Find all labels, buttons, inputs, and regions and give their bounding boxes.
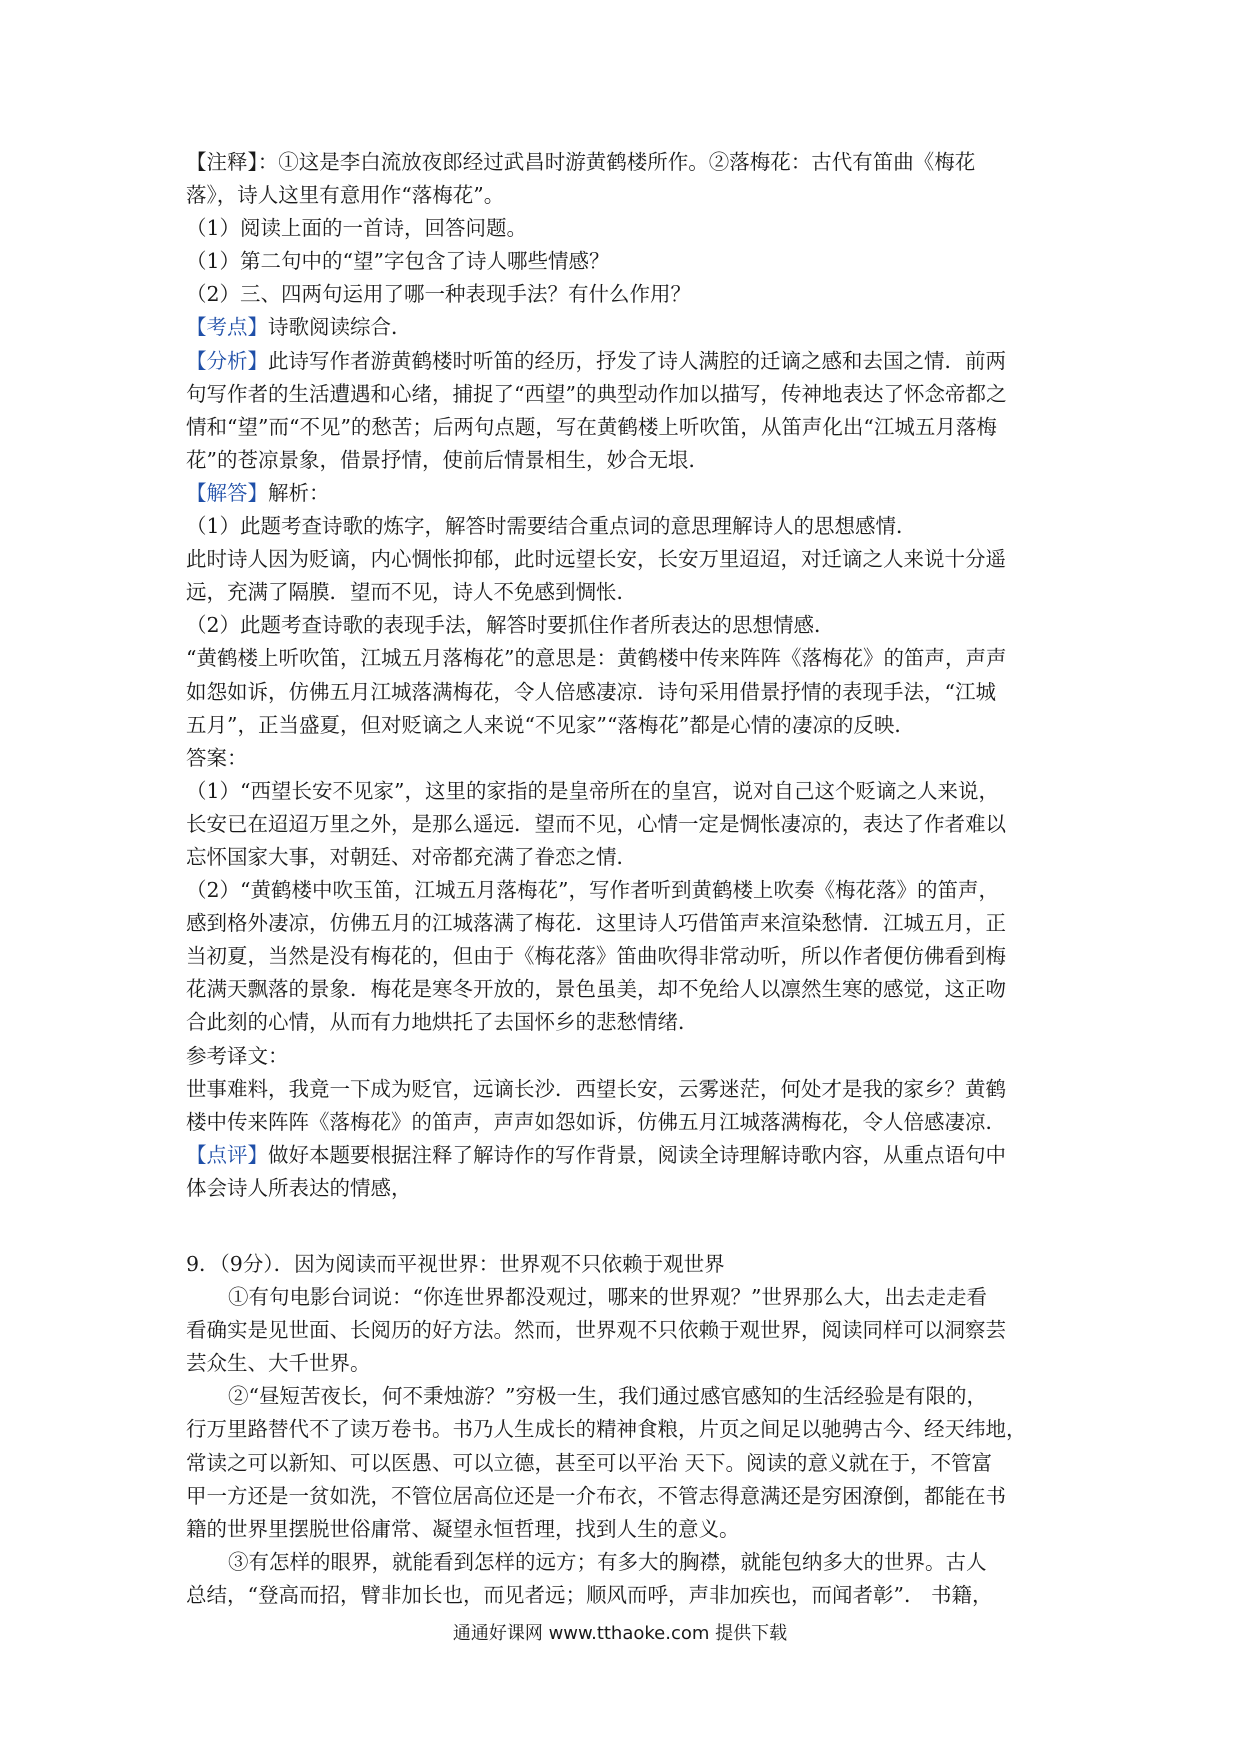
line-text: 情和“望”而“不见”的愁苦；后两句点题，写在黄鹤楼上听吹笛，从笛声化出“江城五月落梅 [186, 414, 997, 439]
document-page [186, 146, 1056, 1612]
paragraph-line: 总结，“登高而招，臂非加长也，而见者远；顺风而呼，声非加疾也，而闻者彰”． 书籍， [186, 1582, 993, 1607]
line-text: 长安已在迢迢万里之外，是那么遥远．望而不见，心情一定是惆怅凄凉的，表达了作者难以 [186, 811, 1006, 836]
paragraph-line: 行万里路替代不了读万卷书。书乃人生成长的精神食粮，片页之间足以驰骋古今、经天纬地， [186, 1417, 1027, 1442]
text-line [186, 642, 1056, 675]
text-line [186, 179, 1056, 212]
text-line [186, 1139, 1056, 1172]
section-gap [186, 1205, 1056, 1238]
line-text: 花”的苍凉景象，借景抒情，使前后情景相生，妙合无垠． [186, 447, 709, 472]
line-text: ：①这是李白流放夜郎经过武昌时游黄鹤楼所作。②落梅花：古代有笛曲《梅花 [257, 150, 976, 174]
line-text: （1）此题考查诗歌的炼字，解答时需要结合重点词的意思理解诗人的思想感情． [186, 514, 917, 539]
text-line [186, 709, 1056, 742]
text-line [186, 444, 1056, 477]
paragraph-line: 看确实是见世面、长阅历的好方法。然而，世界观不只依赖于观世界，阅读同样可以洞察芸 [186, 1318, 1006, 1343]
text-line [186, 576, 1056, 609]
text-line [186, 411, 1056, 444]
question-9-section [186, 1248, 1056, 1612]
text-line [186, 742, 1056, 775]
line-text: 远，充满了隔膜．望而不见，诗人不免感到惆怅． [186, 580, 637, 605]
line-text: 世事难料，我竟一下成为贬官，远谪长沙．西望长安，云雾迷茫，何处才是我的家乡？黄鹤 [186, 1076, 1006, 1101]
paragraph-line: ②“昼短苦夜长，何不秉烛游？”穷极一生，我们通过感官感知的生活经验是有限的， [228, 1384, 987, 1409]
line-text: （1）第二句中的“望”字包含了诗人哪些情感？ [186, 249, 610, 274]
paragraph-line: 常读之可以新知、可以医愚、可以立德，甚至可以平治 天下。阅读的意义就在于，不管富 [186, 1450, 993, 1475]
line-text: 句写作者的生活遭遇和心绪，捕捉了“西望”的典型动作加以描写，传神地表达了怀念帝都之 [186, 381, 1007, 406]
paragraph-line: 甲一方还是一贫如洗，不管位居高位还是一介布衣，不管志得意满还是穷困潦倒，都能在书 [186, 1483, 1006, 1508]
answer-section [186, 146, 1056, 1205]
section-tag: 【考点】 [186, 315, 268, 340]
text-line [186, 973, 1056, 1006]
question-heading: 9．（9分）．因为阅读而平视世界：世界观不只依赖于观世界 [186, 1252, 725, 1276]
paragraph-line: ③有怎样的眼界，就能看到怎样的远方；有多大的胸襟，就能包纳多大的世界。古人 [228, 1549, 987, 1574]
section-tag: 【注释】 [186, 150, 258, 174]
text-line [186, 543, 1056, 576]
line-text: 此诗写作者游黄鹤楼时听笛的经历，抒发了诗人满腔的迁谪之感和去国之情．前两 [268, 348, 1006, 373]
text-line [186, 345, 1056, 378]
text-line [186, 1073, 1056, 1106]
paragraph-line: 芸众生、大千世界。 [186, 1351, 371, 1376]
text-line [186, 146, 1056, 179]
text-line [186, 1006, 1056, 1039]
text-line [186, 1106, 1056, 1139]
line-text: 此时诗人因为贬谪，内心惆怅抑郁，此时远望长安，长安万里迢迢，对迁谪之人来说十分遥 [186, 547, 1006, 572]
line-text: 花满天飘落的景象．梅花是寒冬开放的，景色虽美，却不免给人以凛然生寒的感觉，这正吻 [186, 977, 1006, 1002]
text-line [186, 808, 1056, 841]
text-line [186, 510, 1056, 543]
text-line [186, 212, 1056, 245]
line-text: 诗歌阅读综合． [268, 315, 412, 340]
line-text: 楼中传来阵阵《落梅花》的笛声，声声如怨如诉，仿佛五月江城落满梅花，令人倍感凄凉． [186, 1109, 1006, 1134]
paragraph-line: ①有句电影台词说：“你连世界都没观过，哪来的世界观？”世界那么大，出去走走看 [228, 1285, 987, 1310]
line-text: 体会诗人所表达的情感， [186, 1175, 412, 1200]
page-footer: 通通好课网 www.tthaoke.com 提供下载 [452, 1623, 788, 1644]
line-text: 当初夏，当然是没有梅花的，但由于《梅花落》笛曲吹得非常动听，所以作者便仿佛看到梅 [186, 944, 1006, 969]
section-tag: 【点评】 [186, 1142, 268, 1167]
line-text: （2）“黄鹤楼中吹玉笛，江城五月落梅花”，写作者听到黄鹤楼上吹奏《梅花落》的笛声， [186, 878, 1000, 903]
text-line [186, 775, 1056, 808]
section-gap [186, 1238, 1056, 1248]
line-text: “黄鹤楼上听吹笛，江城五月落梅花”的意思是：黄鹤楼中传来阵阵《落梅花》的笛声，声声 [186, 646, 1007, 671]
text-line [186, 609, 1056, 642]
line-text: （2）三、四两句运用了哪一种表现手法？有什么作用？ [186, 282, 692, 307]
text-line [186, 245, 1056, 278]
line-text: 做好本题要根据注释了解诗作的写作背景，阅读全诗理解诗歌内容，从重点语句中 [268, 1142, 1006, 1167]
line-text: 合此刻的心情，从而有力地烘托了去国怀乡的悲愁情绪． [186, 1010, 699, 1035]
line-text: （2）此题考查诗歌的表现手法，解答时要抓住作者所表达的思想情感． [186, 613, 835, 638]
text-line [186, 841, 1056, 874]
line-text: 参考译文： [186, 1043, 289, 1068]
text-line [186, 477, 1056, 510]
line-text: 答案： [186, 745, 248, 770]
text-line [186, 278, 1056, 311]
line-text: 感到格外凄凉，仿佛五月的江城落满了梅花．这里诗人巧借笛声来渲染愁情．江城五月，正 [186, 911, 1006, 936]
text-line [186, 940, 1056, 973]
line-text: 落》，诗人这里有意用作“落梅花”。 [186, 183, 505, 208]
line-text: （1）阅读上面的一首诗，回答问题。 [186, 216, 528, 241]
line-text: 忘怀国家大事，对朝廷、对帝都充满了眷恋之情． [186, 844, 637, 869]
line-text: 如怨如诉，仿佛五月江城落满梅花，令人倍感凄凉．诗句采用借景抒情的表现手法，“江城 [186, 679, 996, 704]
text-line [186, 1172, 1056, 1205]
text-line [186, 676, 1056, 709]
section-tag: 【解答】 [186, 480, 268, 505]
line-text: 五月”，正当盛夏，但对贬谪之人来说“不见家”“落梅花”都是心情的凄凉的反映． [186, 712, 915, 737]
text-line [186, 311, 1056, 344]
text-line [186, 907, 1056, 940]
text-line [186, 378, 1056, 411]
line-text: （1）“西望长安不见家”，这里的家指的是皇帝所在的皇宫，说对自己这个贬谪之人来说， [186, 778, 1000, 803]
text-line [186, 874, 1056, 907]
paragraph-line: 籍的世界里摆脱世俗庸常、凝望永恒哲理，找到人生的意义。 [186, 1516, 740, 1541]
text-line [186, 1040, 1056, 1073]
section-tag: 【分析】 [186, 348, 268, 373]
line-text: 解析： [268, 480, 330, 505]
